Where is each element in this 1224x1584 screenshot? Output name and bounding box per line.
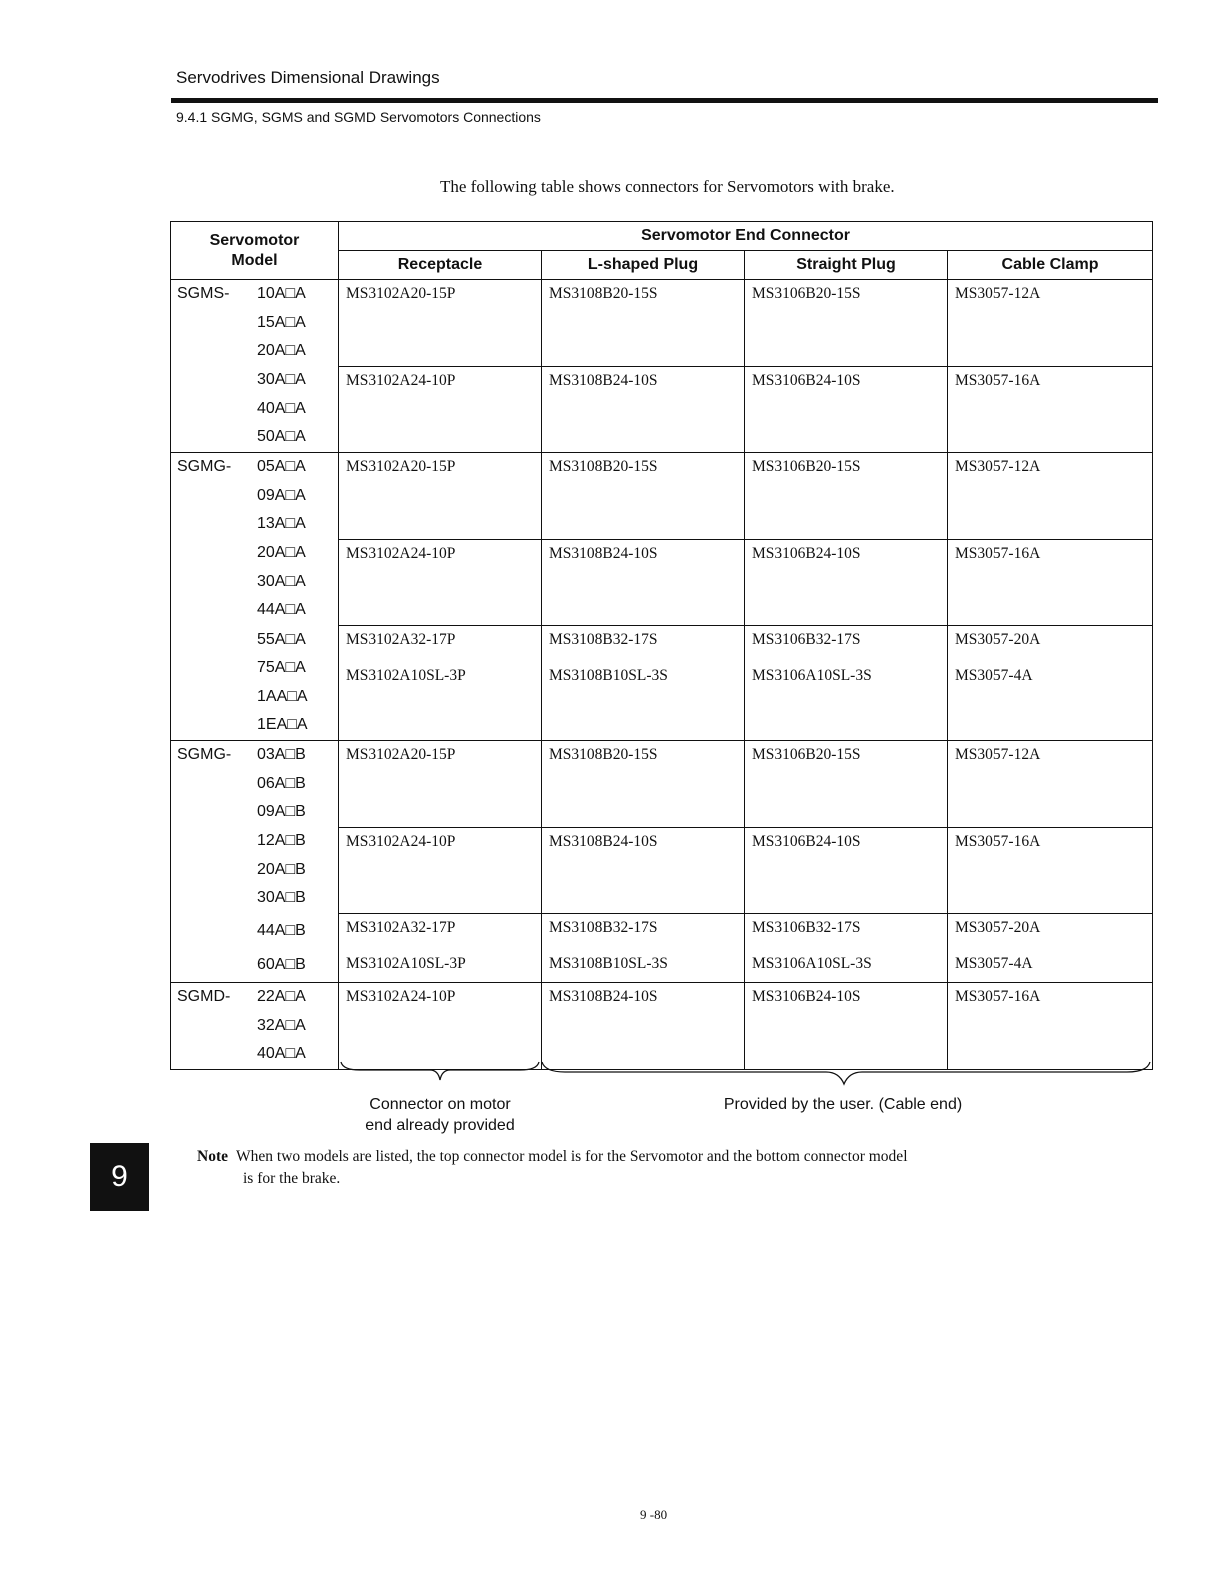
receptacle-cell [339, 741, 542, 828]
l-plug-cell [542, 741, 745, 828]
receptacle-value: MS3102A20-15P [346, 746, 456, 763]
table-body [171, 280, 1153, 1070]
straight-plug-value: MS3106B32-17S [752, 919, 861, 936]
clamp-cell [948, 366, 1153, 453]
receptacle-value: MS3102A24-10P [346, 371, 456, 389]
straight-plug-cell [745, 366, 948, 453]
clamp-value: MS3057-20A [955, 631, 1041, 648]
l-plug-value: MS3108B20-15S [549, 285, 658, 302]
model-code: 40A□A [257, 399, 306, 417]
straight-plug-cell [745, 539, 948, 626]
subsection-title: 9.4.1 SGMG, SGMS and SGMD Servomotors Connections [176, 109, 541, 125]
clamp-value: MS3057-12A [955, 458, 1041, 475]
clamp-value: MS3057-12A [955, 285, 1041, 302]
clamp-value: MS3057-16A [955, 832, 1041, 850]
model-cell [171, 983, 339, 1070]
l-plug-value: MS3108B24-10S [549, 371, 658, 389]
table-row [171, 539, 1153, 626]
model-code: 09A□B [257, 803, 306, 820]
model-family: SGMD- [177, 988, 231, 1005]
l-plug-value: MS3108B24-10S [549, 544, 658, 562]
model-family: SGMG- [177, 458, 232, 475]
connector-table [170, 221, 1153, 1070]
l-plug-cell [542, 366, 745, 453]
table-row [171, 280, 1153, 367]
l-plug-value: MS3108B10SL-3S [549, 666, 668, 684]
clamp-cell [948, 914, 1153, 983]
l-plug-value: MS3108B32-17S [549, 631, 658, 648]
receptacle-value: MS3102A32-17P [346, 919, 456, 936]
l-plug-value: MS3108B20-15S [549, 458, 658, 475]
model-code: 40A□A [257, 1045, 306, 1062]
model-code: 55A□A [257, 630, 306, 648]
table-row [171, 366, 1153, 453]
model-code: 12A□B [257, 832, 306, 849]
table-row [171, 827, 1153, 914]
clamp-cell [948, 827, 1153, 914]
receptacle-value: MS3102A24-10P [346, 544, 456, 562]
model-code: 15A□A [257, 313, 306, 331]
brace-left-label: Connector on motor end already provided [365, 1096, 515, 1134]
receptacle-cell [339, 827, 542, 914]
model-cell [171, 827, 339, 914]
clamp-cell [948, 539, 1153, 626]
connector-group-header: Servomotor End Connector [339, 222, 1153, 251]
model-code: 50A□A [257, 428, 306, 445]
straight-plug-cell [745, 453, 948, 540]
model-code: 20A□A [257, 544, 306, 561]
col-cable-clamp: Cable Clamp [948, 251, 1153, 280]
straight-plug-cell [745, 914, 948, 983]
straight-plug-cell [745, 983, 948, 1070]
receptacle-cell [339, 983, 542, 1070]
brace-right-label: Provided by the user. (Cable end) [723, 1096, 963, 1113]
table-row [171, 983, 1153, 1070]
header-rule [171, 98, 1158, 103]
note-line-1: When two models are listed, the top connector model is for the Servomotor and the bottom connector model [236, 1148, 908, 1165]
brace-left [340, 1060, 540, 1084]
model-code: 10A□A [257, 285, 306, 302]
note-line-2: is for the brake. [243, 1170, 341, 1187]
straight-plug-value: MS3106A10SL-3S [752, 954, 872, 972]
model-code: 32A□A [257, 1016, 306, 1034]
model-code: 60A□B [257, 955, 306, 973]
model-code: 44A□A [257, 601, 306, 618]
straight-plug-value: MS3106B32-17S [752, 631, 861, 648]
l-plug-cell [542, 983, 745, 1070]
straight-plug-cell [745, 827, 948, 914]
receptacle-value: MS3102A24-10P [346, 832, 456, 850]
col-l-plug: L-shaped Plug [542, 251, 745, 280]
clamp-value: MS3057-20A [955, 919, 1041, 936]
clamp-cell [948, 280, 1153, 367]
model-code: 20A□A [257, 342, 306, 359]
l-plug-value: MS3108B10SL-3S [549, 954, 668, 972]
page-number: 9 -80 [640, 1507, 668, 1522]
model-cell [171, 539, 339, 626]
model-code: 30A□A [257, 371, 306, 388]
l-plug-cell [542, 914, 745, 983]
chapter-tab: 9 [90, 1143, 149, 1211]
receptacle-cell [339, 539, 542, 626]
model-code: 13A□A [257, 515, 306, 532]
receptacle-cell [339, 280, 542, 367]
model-code: 75A□A [257, 659, 306, 676]
model-code: 03A□B [257, 746, 306, 763]
clamp-cell [948, 983, 1153, 1070]
model-cell [171, 914, 339, 983]
receptacle-cell [339, 626, 542, 741]
clamp-cell [948, 626, 1153, 741]
receptacle-value: MS3102A20-15P [346, 458, 456, 475]
model-family: SGMG- [177, 746, 232, 763]
note [197, 1146, 908, 1190]
model-code: 22A□A [257, 988, 306, 1005]
clamp-cell [948, 453, 1153, 540]
receptacle-cell [339, 914, 542, 983]
l-plug-cell [542, 827, 745, 914]
model-cell [171, 626, 339, 741]
model-code: 1AA□A [257, 687, 308, 705]
clamp-value: MS3057-4A [955, 666, 1033, 684]
col-receptacle: Receptacle [339, 251, 542, 280]
straight-plug-cell [745, 280, 948, 367]
intro-text: The following table shows connectors for Servomotors with brake. [440, 177, 895, 196]
col-straight-plug: Straight Plug [745, 251, 948, 280]
straight-plug-cell [745, 626, 948, 741]
receptacle-value: MS3102A20-15P [346, 285, 456, 302]
clamp-value: MS3057-12A [955, 746, 1041, 763]
straight-plug-value: MS3106B24-10S [752, 988, 861, 1005]
l-plug-cell [542, 539, 745, 626]
l-plug-value: MS3108B24-10S [549, 988, 658, 1005]
model-code: 20A□B [257, 860, 306, 878]
model-cell [171, 366, 339, 453]
table-row [171, 741, 1153, 828]
clamp-value: MS3057-16A [955, 544, 1041, 562]
model-code: 05A□A [257, 458, 306, 475]
model-code: 30A□A [257, 572, 306, 590]
clamp-value: MS3057-4A [955, 954, 1033, 972]
clamp-value: MS3057-16A [955, 988, 1041, 1005]
model-code: 30A□B [257, 889, 306, 906]
straight-plug-value: MS3106B20-15S [752, 458, 861, 475]
table-row [171, 626, 1153, 741]
model-code: 1EA□A [257, 716, 308, 733]
brace-right [541, 1060, 1151, 1088]
l-plug-value: MS3108B32-17S [549, 919, 658, 936]
straight-plug-value: MS3106B24-10S [752, 832, 861, 850]
l-plug-cell [542, 453, 745, 540]
receptacle-cell [339, 453, 542, 540]
clamp-value: MS3057-16A [955, 371, 1041, 389]
model-code: 44A□B [257, 921, 306, 939]
model-header: Servomotor Model [171, 222, 339, 280]
model-code: 06A□B [257, 774, 306, 792]
model-family: SGMS- [177, 285, 230, 302]
straight-plug-value: MS3106A10SL-3S [752, 666, 872, 684]
receptacle-cell [339, 366, 542, 453]
table-row [171, 914, 1153, 983]
receptacle-value: MS3102A24-10P [346, 988, 456, 1005]
model-cell [171, 741, 339, 828]
l-plug-cell [542, 280, 745, 367]
model-code: 09A□A [257, 486, 306, 504]
table-row [171, 453, 1153, 540]
straight-plug-cell [745, 741, 948, 828]
l-plug-value: MS3108B24-10S [549, 832, 658, 850]
receptacle-value: MS3102A32-17P [346, 631, 456, 648]
l-plug-value: MS3108B20-15S [549, 746, 658, 763]
receptacle-value: MS3102A10SL-3P [346, 666, 466, 684]
straight-plug-value: MS3106B20-15S [752, 285, 861, 302]
straight-plug-value: MS3106B24-10S [752, 371, 861, 389]
clamp-cell [948, 741, 1153, 828]
model-cell [171, 280, 339, 367]
section-title: Servodrives Dimensional Drawings [176, 68, 440, 87]
straight-plug-value: MS3106B24-10S [752, 544, 861, 562]
receptacle-value: MS3102A10SL-3P [346, 954, 466, 972]
note-label: Note [197, 1148, 228, 1165]
model-cell [171, 453, 339, 540]
straight-plug-value: MS3106B20-15S [752, 746, 861, 763]
l-plug-cell [542, 626, 745, 741]
